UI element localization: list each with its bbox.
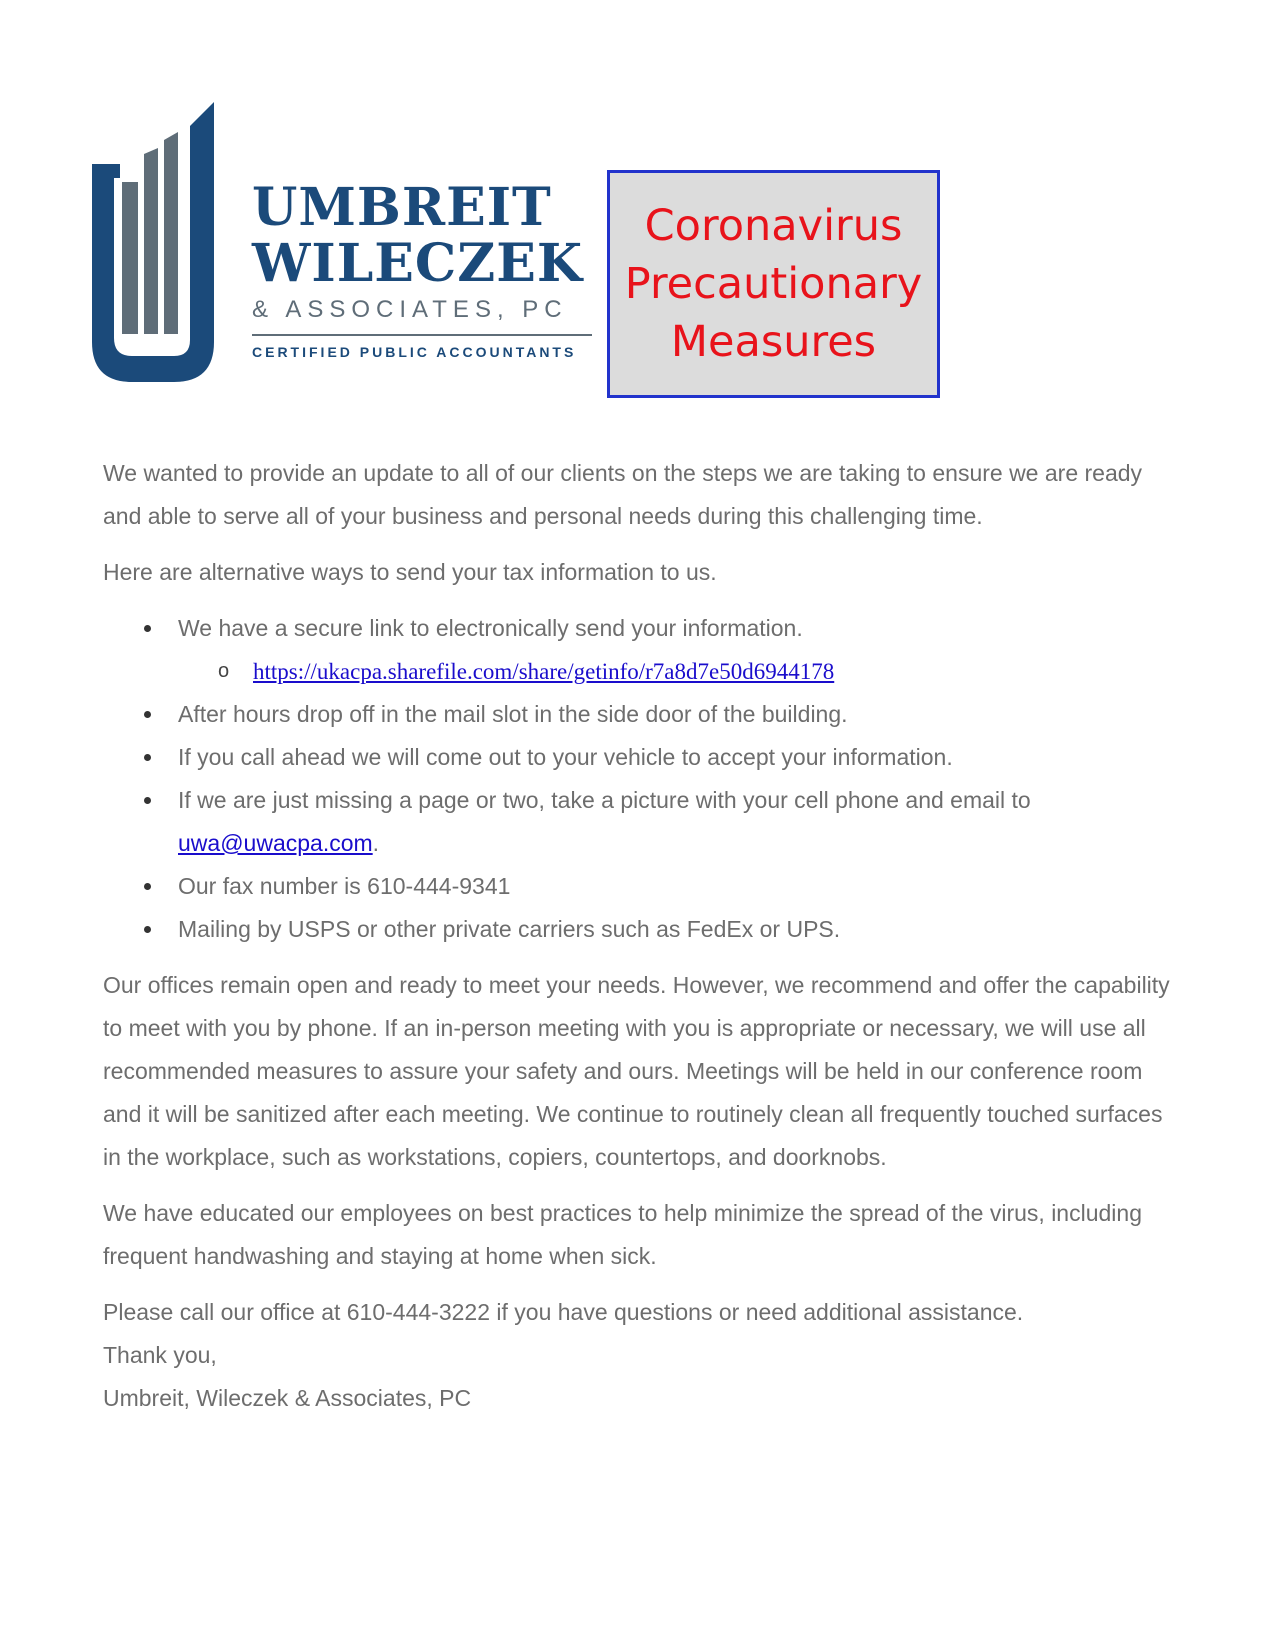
drop-off-text: After hours drop off in the mail slot in the side door of the building.: [178, 701, 848, 727]
letter-body: [103, 452, 1183, 1433]
sub-bullet-marker: o: [218, 660, 230, 682]
offices-paragraph: Our offices remain open and ready to meet your needs. However, we recommend and offer the capability to meet with you by phone. If an in-person meeting with you is appropriate or necessary, we will use all recommended measures to assure your safety and ours. Meetings will be held in our conference room and it will be sanitized after each meeting. We continue to routinely clean all frequently touched surfaces in the workplace, such as workstations, copiers, countertops, and doorknobs.: [103, 972, 1170, 1170]
firm-wordmark: [252, 177, 594, 360]
signature-line: Umbreit, Wileczek & Associates, PC: [103, 1385, 472, 1411]
brand-name-line-1: UMBREIT: [252, 177, 552, 238]
list-item: [103, 908, 1183, 951]
list-item: [103, 650, 1183, 693]
list-item: [103, 607, 1183, 650]
missing-page-text: If we are just missing a page or two, take a picture with your cell phone and email to: [178, 787, 1031, 813]
secure-upload-link[interactable]: https://ukacpa.sharefile.com/share/getinfo/r7a8d7e50d6944178: [253, 659, 835, 684]
brand-tagline: CERTIFIED PUBLIC ACCOUNTANTS: [252, 344, 577, 360]
submission-options-list: [103, 607, 1183, 951]
brand-name-line-2: WILECZEK: [252, 233, 584, 294]
notice-line-1: Coronavirus: [644, 201, 903, 251]
brand-divider: [252, 334, 592, 336]
brand-associates: & ASSOCIATES, PC: [252, 296, 568, 323]
closing-line: Thank you,: [103, 1342, 217, 1368]
list-item: [103, 736, 1183, 779]
email-link[interactable]: uwa@uwacpa.com: [178, 830, 373, 856]
umbreit-wileczek-logo-icon: [92, 102, 214, 382]
notice-line-2: Precautionary: [624, 259, 923, 309]
intro-paragraph: We wanted to provide an update to all of our clients on the steps we are taking to ensure we are ready and able to serve all of your business and personal needs during this challenging time.: [103, 460, 1143, 529]
list-item: [103, 865, 1183, 908]
alternatives-heading: Here are alternative ways to send your tax information to us.: [103, 559, 717, 585]
list-item: [103, 779, 1183, 865]
closing-block: [103, 1291, 1183, 1420]
employees-paragraph: We have educated our employees on best practices to help minimize the spread of the virus, including frequent handwashing and staying at home when sick.: [103, 1200, 1142, 1269]
call-ahead-text: If you call ahead we will come out to your vehicle to accept your information.: [178, 744, 953, 770]
mailing-text: Mailing by USPS or other private carriers such as FedEx or UPS.: [178, 916, 841, 942]
list-item: [103, 693, 1183, 736]
notice-line-3: Measures: [670, 317, 877, 367]
fax-number-text: Our fax number is 610-444-9341: [178, 873, 511, 899]
coronavirus-notice-box: [607, 170, 940, 398]
contact-line: Please call our office at 610-444-3222 if you have questions or need additional assistance.: [103, 1299, 1024, 1325]
email-suffix: .: [372, 830, 380, 856]
secure-link-text: We have a secure link to electronically send your information.: [178, 615, 803, 641]
